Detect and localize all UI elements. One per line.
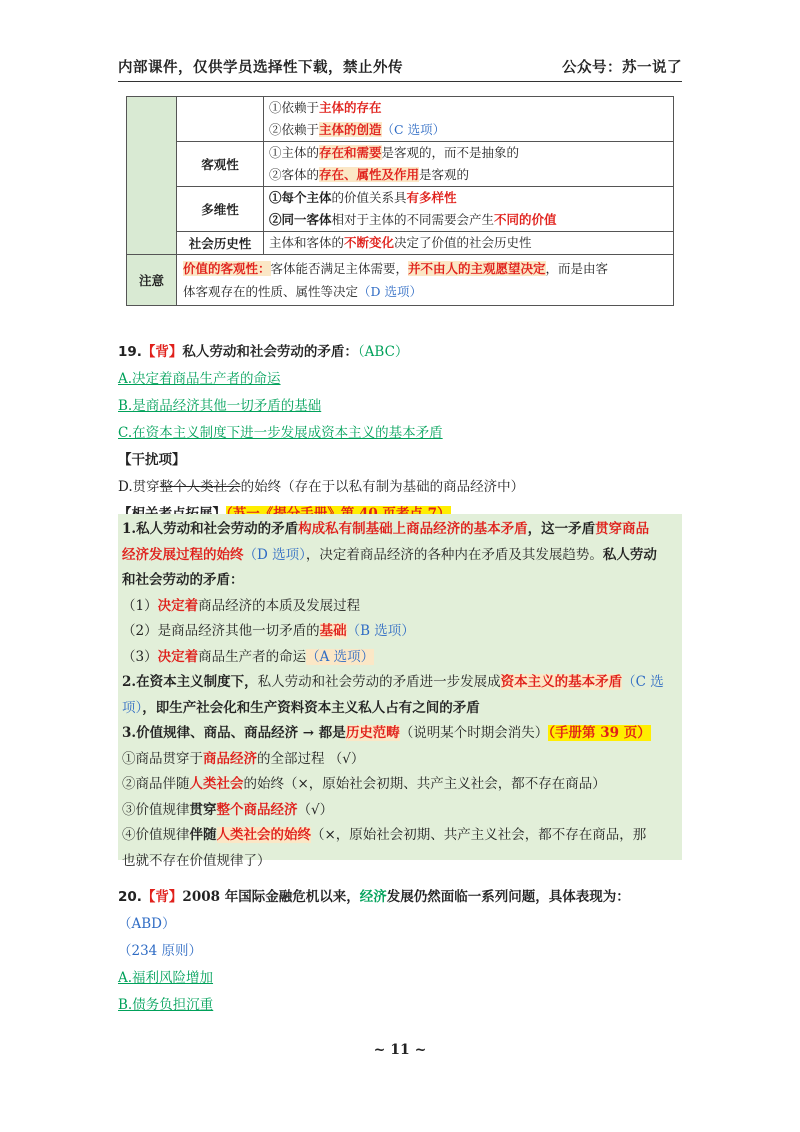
question-20: 20.【背】2008 年国际金融危机以来，经济发展仍然面临一系列问题，具体表现为： （ABD） （234 原则） A.福利风险增加 B.债务负担沉重 <box>118 884 682 1019</box>
distractor-label: 【干扰项】 <box>118 452 186 468</box>
option-a: A.决定着商品生产者的命运 <box>118 371 281 387</box>
table-cell: ①依赖于主体的存在 ②依赖于主体的创造（C 选项） <box>264 97 674 142</box>
table-cell: ①主体的存在和需要是客观的，而不是抽象的 ②客体的存在、属性及作用是客观的 <box>264 142 674 187</box>
table-blank-label <box>177 97 264 142</box>
header-left: 内部课件，仅供学员选择性下载，禁止外传 <box>118 60 403 76</box>
option-a: A.福利风险增加 <box>118 970 214 986</box>
option-b: B.是商品经济其他一切矛盾的基础 <box>118 398 322 414</box>
table-cell: 主体和客体的不断变化决定了价值的社会历史性 <box>264 232 674 255</box>
rule-note: （234 原则） <box>118 943 203 959</box>
page-number: ~ 11 ~ <box>373 1042 427 1058</box>
question-19: 19.【背】私人劳动和社会劳动的矛盾：（ABC） A.决定着商品生产者的命运 B.是商品经济其他一切矛盾的基础 C.在资本主义制度下进一步发展成资本主义的基本矛盾 【干扰项】 D.贯穿整个人类社会的始终（存在于以私有制为基础的商品经济中） <box>118 339 682 528</box>
note-text: 价值的客观性：客体能否满足主体需要，并不由人的主观愿望决定，而是由客 体客观存在的性质、属性等决定（D 选项） <box>177 255 674 306</box>
table-cell: ①每个主体的价值关系具有多样性 ②同一客体相对于主体的不同需要会产生不同的价值 <box>264 187 674 232</box>
table-blank-cell <box>127 97 177 255</box>
page-header <box>118 58 682 82</box>
answer: （ABD） <box>118 916 176 932</box>
value-properties-table <box>126 96 674 306</box>
note-label: 注意 <box>127 255 177 306</box>
option-d: D.贯穿整个人类社会的始终（存在于以私有制为基础的商品经济中） <box>118 479 525 495</box>
label-social-historical: 社会历史性 <box>177 232 264 255</box>
option-b: B.债务负担沉重 <box>118 997 214 1013</box>
extension-box: 1.私人劳动和社会劳动的矛盾构成私有制基础上商品经济的基本矛盾，这一矛盾贯穿商品 经济发展过程的始终（D 选项），决定着商品经济的各种内在矛盾及其发展趋势。私人劳动 和社会劳动的矛盾： （1）决定着商品经济的本质及发展过程 （2）是商品经济其他一切矛盾的基础（B 选项） （3）决定着商品生产者的命运（A 选项） 2.在资本主义制度下，私人劳动和社会劳动的矛盾进一步发展成资本主义的基本矛盾（C 选 项），即生产社会化和生产资料资本主义私人占有之间的矛盾 3.价值规律、商品、商品经济 → 都是历史范畴（说明某个时期会消失）（手册第 39 页） ①商品贯穿于商品经济的全部过程 （√） ②商品伴随人类社会的始终（×，原始社会初期、共产主义社会，都不存在商品） ③价值规律贯穿整个商品经济（√） ④价值规律伴随人类社会的始终（×，原始社会初期、共产主义社会，都不存在商品，那 也就不存在价值规律了） <box>118 514 682 860</box>
header-right: 公众号：苏一说了 <box>562 60 682 76</box>
label-multidimensional: 多维性 <box>177 187 264 232</box>
label-objectivity: 客观性 <box>177 142 264 187</box>
option-c: C.在资本主义制度下进一步发展成资本主义的基本矛盾 <box>118 425 443 441</box>
